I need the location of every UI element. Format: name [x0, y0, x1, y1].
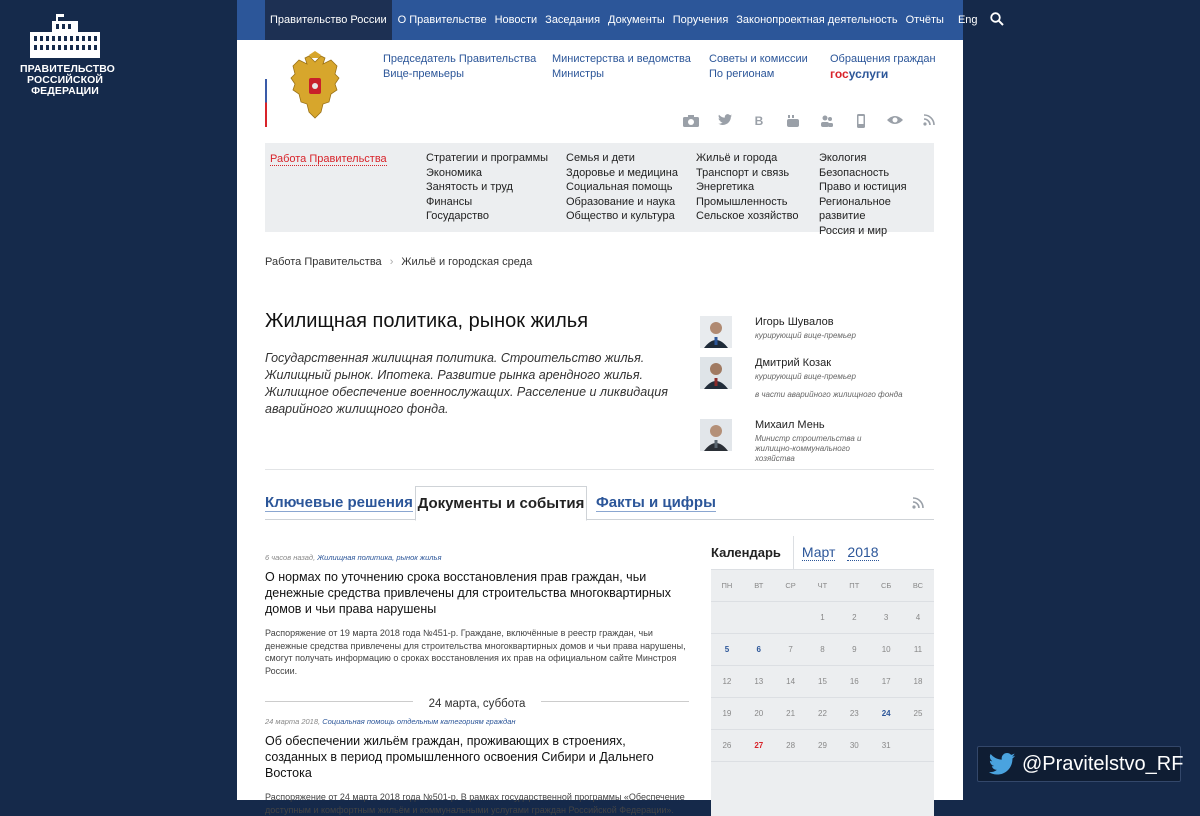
- nav-item-documents[interactable]: Документы: [608, 14, 665, 26]
- news-tag-link[interactable]: Жилищная политика, рынок жилья: [317, 553, 442, 562]
- community-icon[interactable]: [817, 114, 837, 130]
- link-ministers[interactable]: Министры: [552, 68, 605, 80]
- menu-col4: [819, 151, 934, 239]
- nav-item-meetings[interactable]: Заседания: [545, 14, 601, 26]
- twitter-badge[interactable]: [977, 746, 1184, 782]
- nav-item-legislation[interactable]: Законопроектная деятельность: [736, 14, 898, 26]
- calendar-header: [711, 536, 934, 570]
- person-name: Дмитрий Козак: [755, 357, 832, 369]
- calendar-day: 9: [838, 634, 870, 666]
- menu-item[interactable]: Экология: [819, 152, 867, 164]
- news-title-link[interactable]: Об обеспечении жильём граждан, проживающих в строениях, созданных в период промышленного освоения Сибири и Дальнего Востока: [265, 734, 654, 780]
- tricolor-bar: [265, 55, 267, 127]
- top-navigation: [237, 0, 978, 40]
- news-time: 6 часов назад,: [265, 553, 316, 562]
- weekday-label: СБ: [870, 570, 902, 602]
- header-links-col1: [383, 52, 536, 82]
- calendar-day: 20: [743, 698, 775, 730]
- calendar-day: 22: [807, 698, 839, 730]
- nav-item-english[interactable]: Eng: [957, 14, 978, 26]
- calendar-day: 30: [838, 730, 870, 762]
- tab-key-decisions[interactable]: Ключевые решения: [265, 494, 413, 511]
- menu-col1: [426, 151, 548, 224]
- person-role: курирующий вице-премьер: [755, 372, 856, 381]
- youtube-icon[interactable]: [783, 114, 803, 130]
- menu-item[interactable]: Занятость и труд: [426, 181, 513, 194]
- calendar-day: 3: [870, 602, 902, 634]
- coat-of-arms-icon[interactable]: [289, 52, 341, 131]
- person-role: курирующий вице-премьер: [755, 331, 856, 340]
- rss-icon[interactable]: [912, 496, 924, 514]
- nav-item-reports[interactable]: Отчёты: [905, 14, 944, 26]
- breadcrumb: [265, 256, 532, 268]
- calendar-day[interactable]: 24: [870, 698, 902, 730]
- menu-item[interactable]: Финансы: [426, 195, 473, 208]
- person-men[interactable]: [700, 419, 892, 464]
- calendar-day: 16: [838, 666, 870, 698]
- gosuslugi-link[interactable]: [830, 67, 936, 82]
- menu-item[interactable]: Энергетика: [696, 181, 755, 194]
- menu-item[interactable]: Право и юстиция: [819, 181, 907, 194]
- calendar-day: 11: [902, 634, 934, 666]
- person-kozak[interactable]: [700, 357, 903, 400]
- calendar-day: 29: [807, 730, 839, 762]
- calendar-day: 23: [838, 698, 870, 730]
- header-links-col4: [830, 52, 936, 82]
- menu-item[interactable]: Транспорт и связь: [696, 166, 790, 179]
- nav-item-about[interactable]: О Правительстве: [397, 14, 487, 26]
- calendar-week-row: [711, 602, 934, 634]
- twitter-handle: @Pravitelstvo_RF: [1022, 752, 1184, 775]
- weekday-label: ЧТ: [807, 570, 839, 602]
- person-name: Игорь Шувалов: [755, 316, 834, 328]
- menu-item[interactable]: Социальная помощь: [566, 181, 673, 194]
- link-deputy-pm[interactable]: Вице-премьеры: [383, 68, 465, 80]
- tab-documents-events[interactable]: Документы и события: [415, 486, 587, 521]
- person-shuvalov[interactable]: [700, 316, 856, 348]
- camera-icon[interactable]: [681, 114, 701, 130]
- main-page: [237, 0, 978, 815]
- calendar-year-selector[interactable]: 2018: [847, 543, 879, 560]
- logo-text-line2: РОССИЙСКОЙ: [27, 74, 103, 86]
- calendar-week-row: [711, 666, 934, 698]
- link-councils[interactable]: Советы и комиссии: [709, 53, 808, 65]
- calendar-day: 19: [711, 698, 743, 730]
- news-title-link[interactable]: О нормах по уточнению срока восстановления прав граждан, чьи денежные средства привлечены для строительства многоквартирных домов и чьи права нарушены: [265, 570, 672, 616]
- link-regions[interactable]: По регионам: [709, 68, 775, 80]
- header-links-col2: [552, 52, 691, 82]
- news-body: Распоряжение от 19 марта 2018 года №451-р. Граждане, включённые в реестр граждан, чьи денежные средства привлечены для строительства многоквартирных домов и чьи права нарушены, смогут получать информацию о сроках восстановления их прав на официальном сайте Минстроя России.: [265, 628, 686, 676]
- tab-facts-figures[interactable]: Факты и цифры: [596, 494, 716, 511]
- header-links-col3: [709, 52, 808, 82]
- news-time: 24 марта 2018,: [265, 717, 321, 726]
- news-meta: [265, 553, 689, 562]
- calendar-day: [743, 602, 775, 634]
- logo-text-line1: ПРАВИТЕЛЬСТВО: [20, 63, 115, 75]
- calendar-day: 12: [711, 666, 743, 698]
- nav-item-government[interactable]: Правительство России: [265, 0, 392, 40]
- nav-item-news[interactable]: Новости: [494, 14, 538, 26]
- calendar-day[interactable]: 5: [711, 634, 743, 666]
- calendar-month-selector[interactable]: Март: [801, 543, 836, 560]
- menu-item[interactable]: Промышленность: [696, 195, 788, 208]
- calendar-day: 2: [838, 602, 870, 634]
- menu-item[interactable]: Безопасность: [819, 166, 890, 179]
- menu-lead-government-work[interactable]: Работа Правительства: [270, 153, 387, 165]
- news-tag-link[interactable]: Социальная помощь отдельным категориям граждан: [322, 717, 516, 726]
- menu-col3: [696, 151, 798, 224]
- person-name: Михаил Мень: [755, 419, 825, 431]
- calendar-day: 28: [775, 730, 807, 762]
- calendar-day: 18: [902, 666, 934, 698]
- government-logo[interactable]: [20, 14, 115, 97]
- calendar-day: [902, 730, 934, 762]
- calendar-day: [775, 602, 807, 634]
- calendar: [711, 536, 934, 816]
- menu-item[interactable]: Жильё и города: [696, 152, 778, 164]
- calendar-day: 4: [902, 602, 934, 634]
- menu-item[interactable]: Региональное развитие: [819, 195, 891, 223]
- content-tabs: [265, 486, 934, 520]
- menu-item[interactable]: Государство: [426, 210, 490, 223]
- breadcrumb-item-housing[interactable]: Жильё и городская среда: [401, 256, 533, 268]
- twitter-social-icon[interactable]: [715, 114, 735, 130]
- social-icons: [681, 114, 939, 130]
- avatar: [700, 357, 732, 389]
- calendar-label: Календарь: [711, 536, 794, 570]
- calendar-day: 8: [807, 634, 839, 666]
- white-house-icon: [26, 14, 104, 60]
- calendar-day: 7: [775, 634, 807, 666]
- menu-item[interactable]: Семья и дети: [566, 152, 635, 164]
- search-icon[interactable]: [990, 12, 1004, 31]
- news-item: [265, 717, 689, 816]
- date-separator: [265, 694, 689, 708]
- calendar-day: [711, 602, 743, 634]
- page-title: Жилищная политика, рынок жилья: [265, 310, 589, 332]
- menu-item[interactable]: Общество и культура: [566, 210, 675, 223]
- calendar-weeks: [711, 602, 934, 762]
- calendar-day[interactable]: 6: [743, 634, 775, 666]
- vk-icon[interactable]: В: [754, 114, 764, 128]
- calendar-day: 1: [807, 602, 839, 634]
- date-separator-text: 24 марта, суббота: [428, 698, 526, 710]
- calendar-day: 31: [870, 730, 902, 762]
- weekday-label: ПН: [711, 570, 743, 602]
- news-item: [265, 553, 689, 677]
- link-ministries[interactable]: Министерства и ведомства: [552, 53, 691, 65]
- menu-item[interactable]: Стратегии и программы: [426, 152, 549, 164]
- calendar-week-row: [711, 698, 934, 730]
- calendar-week-row: [711, 730, 934, 762]
- menu-item[interactable]: Россия и мир: [819, 224, 888, 237]
- calendar-day: 13: [743, 666, 775, 698]
- weekday-label: ПТ: [838, 570, 870, 602]
- breadcrumb-item-government-work[interactable]: Работа Правительства: [265, 256, 382, 268]
- page-description: Государственная жилищная политика. Строительство жилья. Жилищный рынок. Ипотека. Развитие рынка арендного жилья. Жилищное обеспечение военнослужащих. Расселение и ликвидация аварийного жилищного фонда.: [265, 351, 668, 416]
- twitter-icon: [988, 753, 1016, 775]
- calendar-day: 15: [807, 666, 839, 698]
- outer-background-left: [0, 0, 237, 800]
- chevron-right-icon: ›: [389, 256, 394, 268]
- menu-col2: [566, 151, 678, 224]
- eye-icon[interactable]: [885, 114, 905, 130]
- calendar-day: 17: [870, 666, 902, 698]
- calendar-day: 21: [775, 698, 807, 730]
- menu-item[interactable]: Здоровье и медицина: [566, 166, 679, 179]
- uslugi-part: услуги: [848, 67, 889, 81]
- calendar-weekdays: [711, 570, 934, 602]
- weekday-label: ВС: [902, 570, 934, 602]
- calendar-day: 25: [902, 698, 934, 730]
- calendar-day: 14: [775, 666, 807, 698]
- menu-item[interactable]: Сельское хозяйство: [696, 210, 799, 223]
- avatar: [700, 316, 732, 348]
- avatar: [700, 419, 732, 451]
- person-role: Министр строительства и жилищно-коммунального хозяйства: [755, 434, 862, 463]
- calendar-week-row: [711, 634, 934, 666]
- logo-text-line3: ФЕДЕРАЦИИ: [31, 85, 99, 97]
- menu-item[interactable]: Экономика: [426, 166, 483, 179]
- calendar-day: 10: [870, 634, 902, 666]
- gos-part: гос: [830, 67, 849, 81]
- calendar-day[interactable]: 27: [743, 730, 775, 762]
- calendar-day: 26: [711, 730, 743, 762]
- news-meta: [265, 717, 689, 726]
- calendar-grid: [711, 570, 934, 816]
- menu-item[interactable]: Образование и наука: [566, 195, 676, 208]
- news-body: Распоряжение от 24 марта 2018 года №501-р. В рамках государственной программы «Обеспечение доступным и комфортным жильём и коммунальными услугами граждан Российской Федерации».: [265, 792, 685, 815]
- rss-icon[interactable]: [919, 114, 939, 130]
- link-chairman[interactable]: Председатель Правительства: [383, 53, 537, 65]
- weekday-label: ВТ: [743, 570, 775, 602]
- topics-menu: [265, 143, 934, 237]
- link-appeals[interactable]: Обращения граждан: [830, 53, 936, 65]
- weekday-label: СР: [775, 570, 807, 602]
- divider: [265, 469, 934, 470]
- mobile-icon[interactable]: [851, 114, 871, 130]
- person-role-note: в части аварийного жилищного фонда: [755, 390, 903, 399]
- nav-item-orders[interactable]: Поручения: [672, 14, 729, 26]
